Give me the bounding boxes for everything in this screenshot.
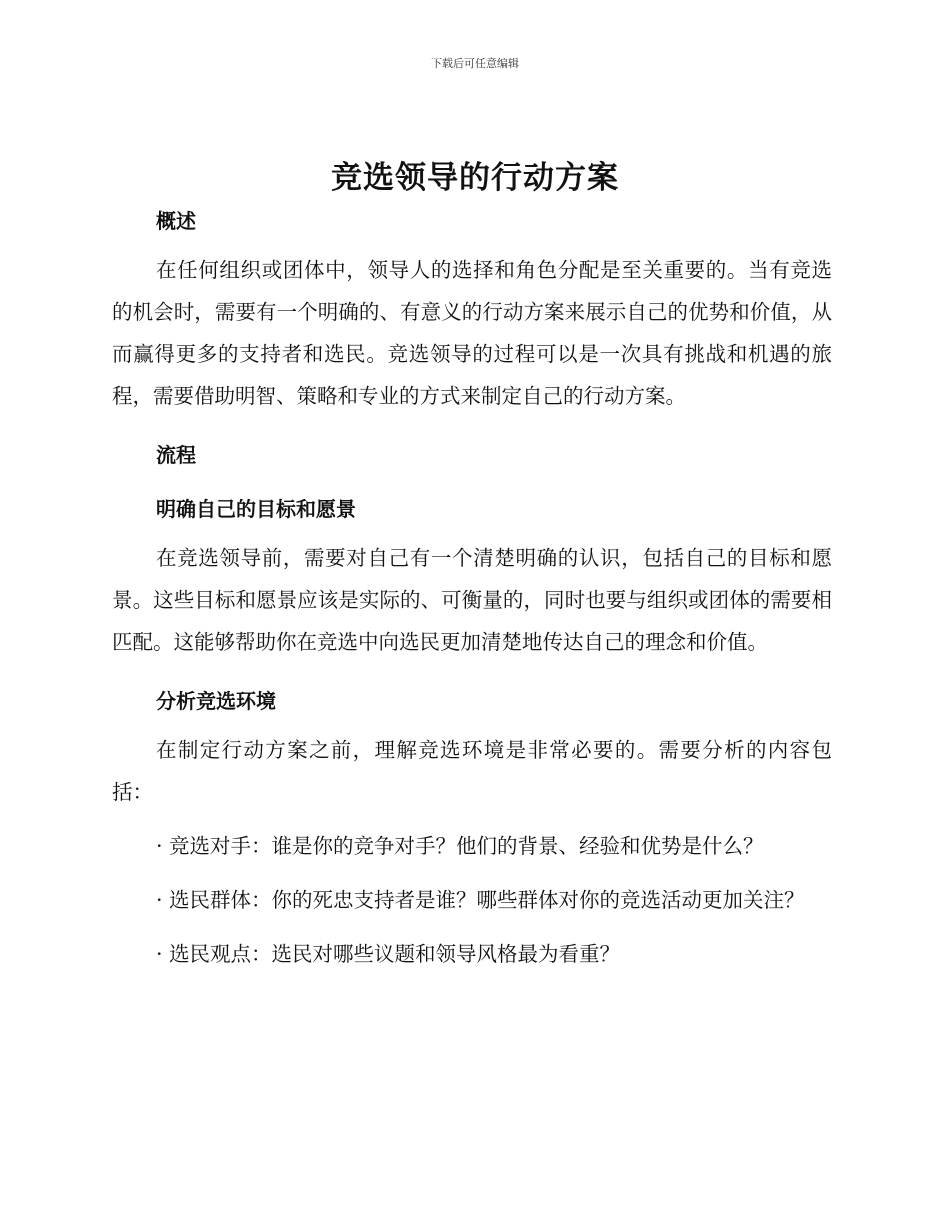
spacer (112, 663, 832, 685)
section-heading-overview: 概述 (156, 209, 196, 233)
spacer (112, 717, 832, 729)
spacer (112, 525, 832, 537)
goals-paragraph: 在竞选领导前，需要对自己有一个清楚明确的认识，包括自己的目标和愿景。这些目标和愿景应该是实际的、可衡量的，同时也要与组织或团体的需要相匹配。这能够帮助你在竞选中向选民更加清楚地传达自己的理念和价值。 (112, 546, 832, 654)
document-title: 竞选领导的行动方案 (331, 160, 619, 196)
page-header-note: 下载后可任意编辑 (431, 57, 519, 70)
spacer (112, 471, 832, 493)
bullet-item-voter-groups: · 选民群体：你的死忠支持者是谁？哪些群体对你的竞选活动更加关注？ (156, 888, 805, 912)
spacer (112, 921, 832, 933)
spacer (112, 237, 832, 249)
bullet-item-opponents: · 竞选对手：谁是你的竞争对手？他们的背景、经验和优势是什么？ (156, 834, 764, 858)
section-heading-goals: 明确自己的目标和愿景 (156, 497, 356, 521)
spacer (112, 867, 832, 879)
bullet-item-voter-views: · 选民观点：选民对哪些议题和领导风格最为看重？ (156, 942, 621, 966)
spacer (112, 417, 832, 439)
section-heading-process: 流程 (156, 443, 196, 467)
section-heading-environment: 分析竞选环境 (156, 689, 276, 713)
document-body (112, 205, 832, 975)
overview-paragraph: 在任何组织或团体中，领导人的选择和角色分配是至关重要的。当有竞选的机会时，需要有一个明确的、有意义的行动方案来展示自己的优势和价值，从而赢得更多的支持者和选民。竞选领导的过程可以是一次具有挑战和机遇的旅程，需要借助明智、策略和专业的方式来制定自己的行动方案。 (112, 258, 832, 408)
spacer (112, 813, 832, 825)
environment-paragraph: 在制定行动方案之前，理解竞选环境是非常必要的。需要分析的内容包括： (112, 738, 832, 804)
